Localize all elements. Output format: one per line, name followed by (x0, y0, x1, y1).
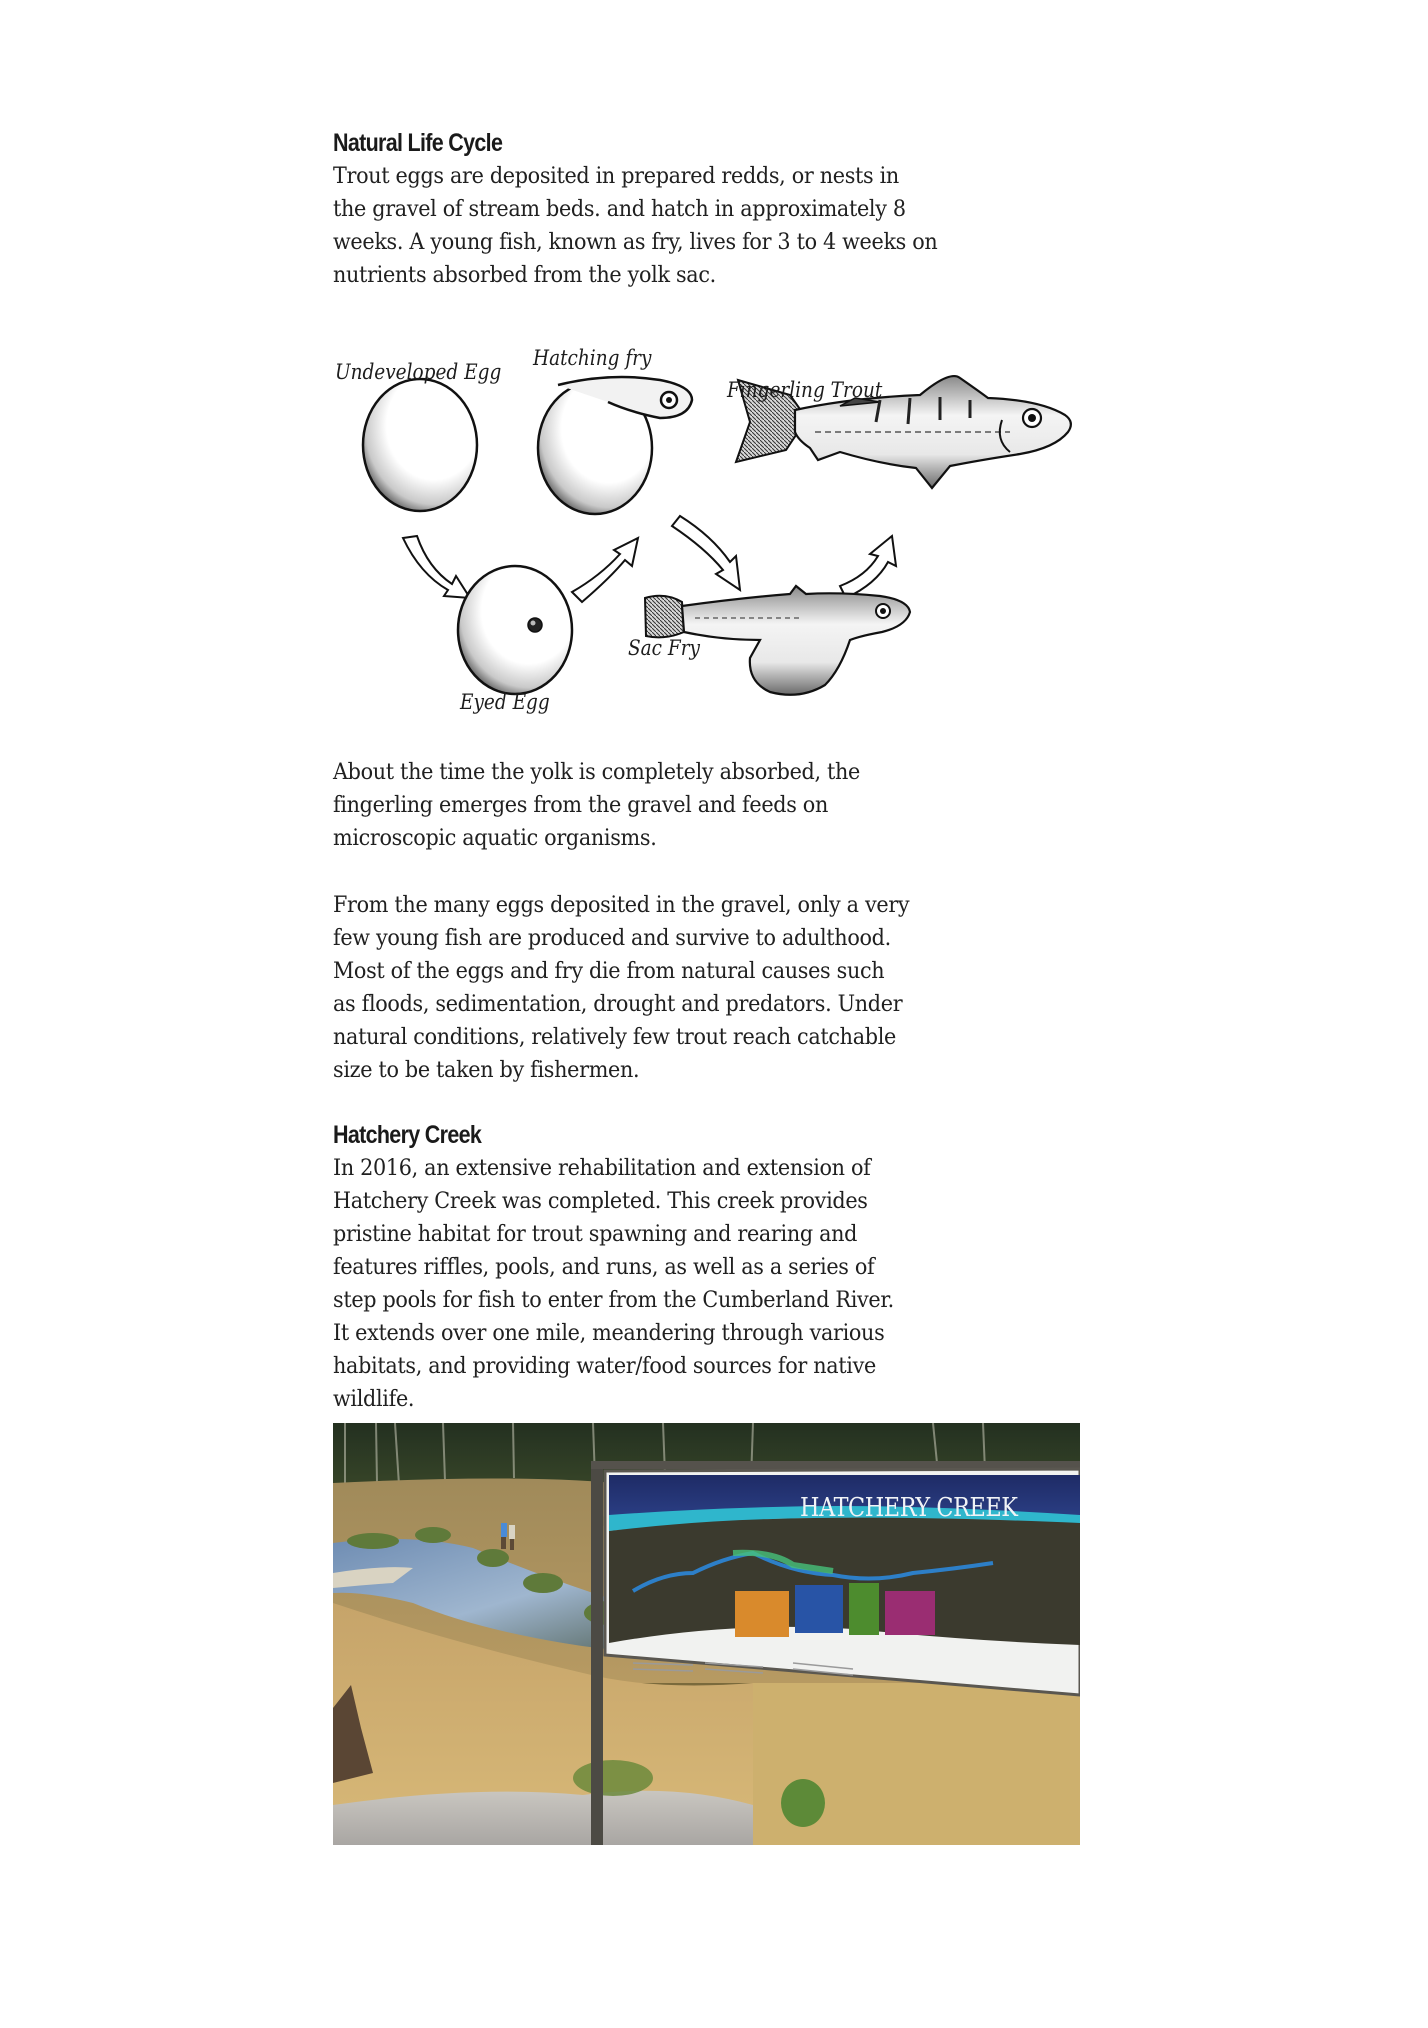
trout-life-cycle-diagram (320, 340, 1100, 730)
photo-illustration (333, 1423, 1080, 1845)
text-line: few young fish are produced and survive to adulthood. (333, 925, 891, 951)
label-undeveloped-egg: Undeveloped Egg (335, 360, 502, 384)
diagram-illustration (320, 340, 1100, 730)
text-line: step pools for fish to enter from the Cumberland River. (333, 1287, 894, 1313)
sign-title-text: HATCHERY CREEK (800, 1493, 1018, 1523)
label-sac-fry: Sac Fry (628, 636, 701, 660)
arrow-down-icon (672, 516, 740, 590)
undeveloped-egg-icon (363, 379, 477, 511)
text-line: the gravel of stream beds. and hatch in approximately 8 (333, 196, 906, 222)
eyed-egg-icon (458, 566, 572, 694)
text-line: weeks. A young fish, known as fry, lives for 3 to 4 weeks on (333, 229, 938, 255)
text-line: From the many eggs deposited in the gravel, only a very (333, 892, 910, 918)
text-line: features riffles, pools, and runs, as well as a series of (333, 1254, 875, 1280)
label-eyed-egg: Eyed Egg (460, 690, 550, 714)
text-line: fingerling emerges from the gravel and feeds on (333, 792, 828, 818)
text-line: nutrients absorbed from the yolk sac. (333, 262, 716, 288)
hatching-fry-icon (538, 377, 692, 514)
text-line: habitats, and providing water/food sources for native (333, 1353, 876, 1379)
text-line: It extends over one mile, meandering through various (333, 1320, 885, 1346)
label-hatching-fry: Hatching fry (533, 346, 652, 370)
arrow-up-icon (840, 536, 896, 598)
section-heading-hatchery-creek: Hatchery Creek (333, 1121, 482, 1149)
text-line: size to be taken by fishermen. (333, 1057, 640, 1083)
text-line: Hatchery Creek was completed. This creek provides (333, 1188, 868, 1214)
yolk-absorbed-paragraph (333, 756, 1093, 855)
intro-paragraph (333, 160, 1093, 292)
text-line: About the time the yolk is completely absorbed, the (333, 759, 860, 785)
text-line: natural conditions, relatively few trout reach catchable (333, 1024, 896, 1050)
label-fingerling-trout: Fingerling Trout (727, 378, 883, 402)
section-heading-natural-life-cycle: Natural Life Cycle (333, 129, 503, 157)
text-line: wildlife. (333, 1386, 415, 1412)
survival-paragraph (333, 889, 1093, 1087)
hatchery-creek-paragraph (333, 1152, 1093, 1416)
text-line: Trout eggs are deposited in prepared redds, or nests in (333, 163, 899, 189)
text-line: In 2016, an extensive rehabilitation and extension of (333, 1155, 871, 1181)
hatchery-creek-photo (333, 1423, 1080, 1845)
text-line: microscopic aquatic organisms. (333, 825, 657, 851)
text-line: Most of the eggs and fry die from natural causes such (333, 958, 885, 984)
text-line: as floods, sedimentation, drought and predators. Under (333, 991, 903, 1017)
arrow-down-icon (403, 536, 470, 598)
arrow-up-icon (572, 538, 638, 602)
text-line: pristine habitat for trout spawning and rearing and (333, 1221, 858, 1247)
